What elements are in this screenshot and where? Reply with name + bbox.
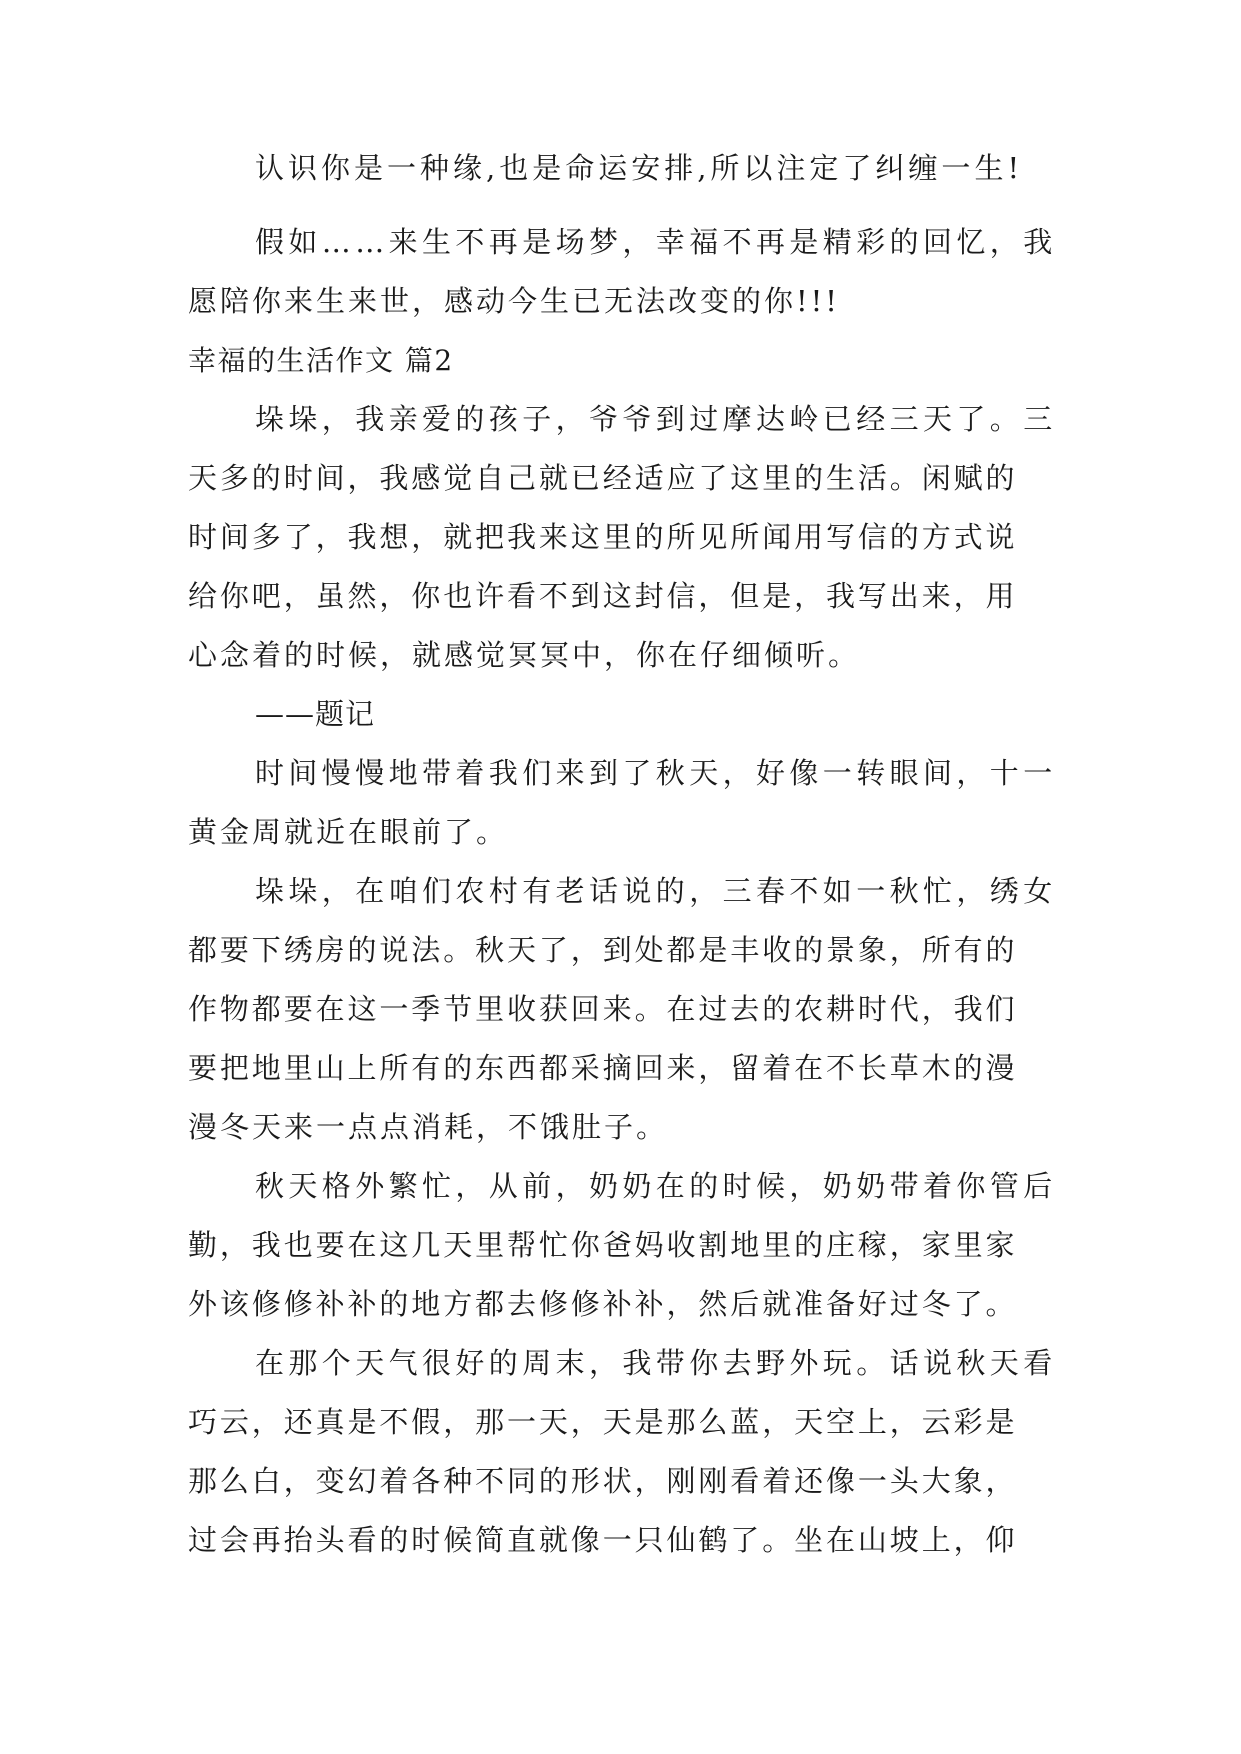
- paragraph-line: 黄金周就近在眼前了。: [188, 815, 509, 849]
- paragraph-line: 作物都要在这一季节里收获回来。在过去的农耕时代，我们: [188, 992, 1018, 1026]
- paragraph-line: 那么白，变幻着各种不同的形状，刚刚看着还像一头大象，: [188, 1464, 1018, 1498]
- paragraph-line: 时间多了，我想，就把我来这里的所见所闻用写信的方式说: [188, 520, 1018, 554]
- paragraph-line: 垛垛，我亲爱的孩子，爷爷到过摩达岭已经三天了。三: [255, 402, 1057, 436]
- paragraph-line: 勤，我也要在这几天里帮忙你爸妈收割地里的庄稼，家里家: [188, 1228, 1018, 1262]
- paragraph-line: 要把地里山上所有的东西都采摘回来，留着在不长草木的漫: [188, 1051, 1018, 1085]
- paragraph-line: 给你吧，虽然，你也许看不到这封信，但是，我写出来，用: [188, 579, 1018, 613]
- paragraph-line: 在那个天气很好的周末，我带你去野外玩。话说秋天看: [255, 1346, 1057, 1380]
- paragraph-line: 都要下绣房的说法。秋天了，到处都是丰收的景象，所有的: [188, 933, 1018, 967]
- paragraph-line: 时间慢慢地带着我们来到了秋天，好像一转眼间，十一: [255, 756, 1057, 790]
- paragraph-line: 心念着的时候，就感觉冥冥中，你在仔细倾听。: [188, 638, 861, 672]
- paragraph-line: 假如……来生不再是场梦，幸福不再是精彩的回忆，我: [255, 225, 1057, 259]
- section-heading: 幸福的生活作文 篇2: [188, 344, 454, 377]
- paragraph-line: 愿陪你来生来世，感动今生已无法改变的你!!!: [188, 284, 840, 318]
- paragraph-line: 巧云，还真是不假，那一天，天是那么蓝，天空上，云彩是: [188, 1405, 1018, 1439]
- paragraph-line: 漫冬天来一点点消耗，不饿肚子。: [188, 1110, 669, 1144]
- paragraph-line: 外该修修补补的地方都去修修补补，然后就准备好过冬了。: [188, 1287, 1018, 1321]
- paragraph-line: 认识你是一种缘,也是命运安排,所以注定了纠缠一生!: [255, 151, 1024, 185]
- paragraph-line: 垛垛，在咱们农村有老话说的，三春不如一秋忙，绣女: [255, 874, 1057, 908]
- inscription-line: ——题记: [255, 697, 376, 731]
- paragraph-line: 秋天格外繁忙，从前，奶奶在的时候，奶奶带着你管后: [255, 1169, 1057, 1203]
- paragraph-line: 过会再抬头看的时候简直就像一只仙鹤了。坐在山坡上，仰: [188, 1523, 1018, 1557]
- paragraph-line: 天多的时间，我感觉自己就已经适应了这里的生活。闲赋的: [188, 461, 1018, 495]
